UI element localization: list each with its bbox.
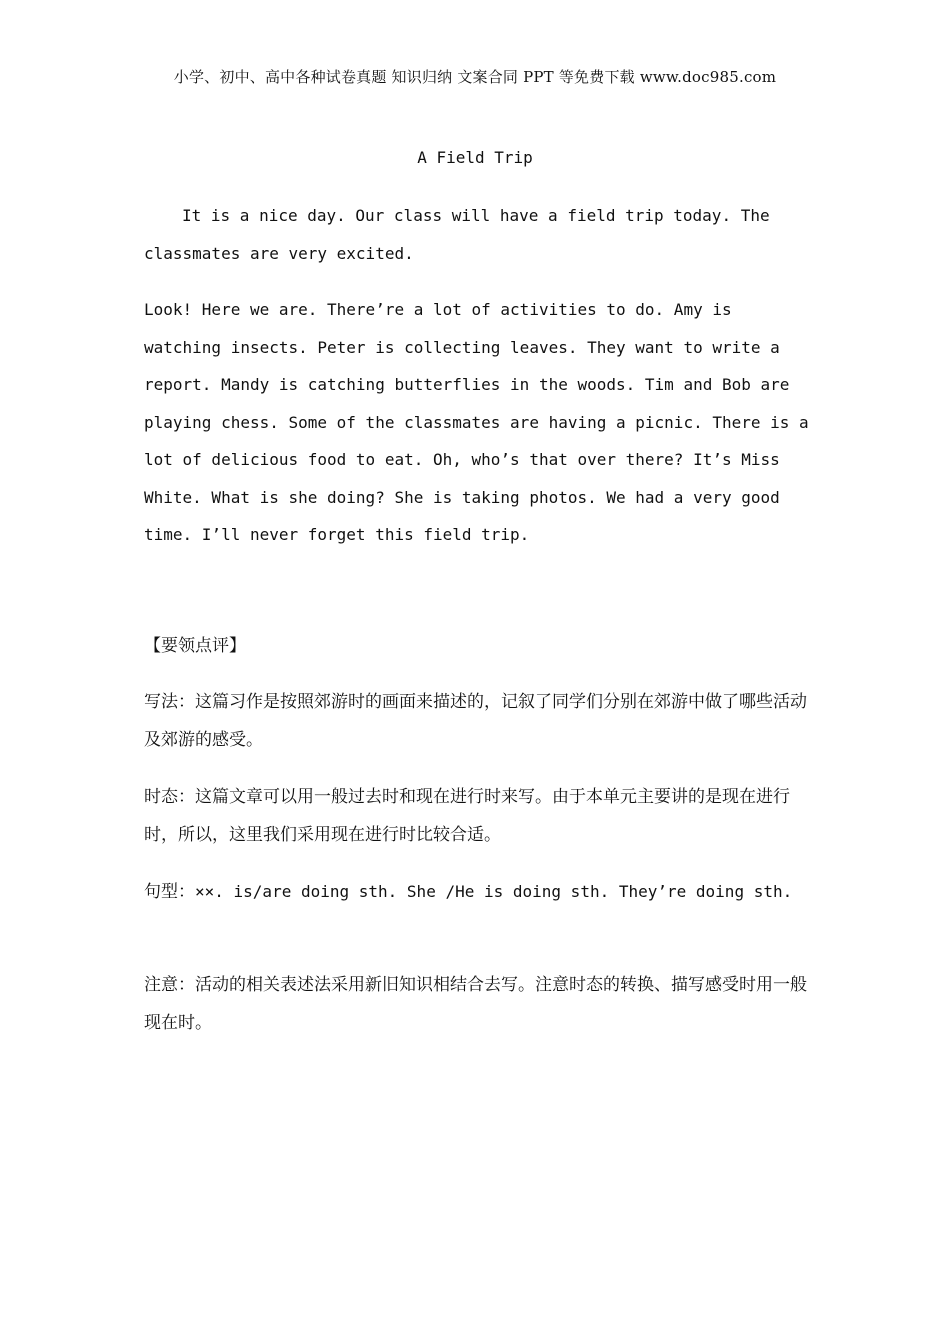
sentence-pattern-text: ××. is/are doing sth. She /He is doing sth. They’re doing sth.: [195, 882, 793, 901]
page-header: 小学、初中、高中各种试卷真题 知识归纳 文案合同 PPT 等免费下载 www.doc985.com: [173, 68, 777, 86]
essay-title: A Field Trip: [417, 148, 533, 167]
comments-heading: 【要领点评】: [144, 636, 246, 656]
comment-writing: 写法：这篇习作是按照郊游时的画面来描述的，记叙了同学们分别在郊游中做了哪些活动及郊游的感受。: [144, 692, 807, 750]
sentence-pattern-label: 句型：: [144, 882, 195, 902]
comment-tense: 时态：这篇文章可以用一般过去时和现在进行时来写。由于本单元主要讲的是现在进行时，所以，这里我们采用现在进行时比较合适。: [144, 787, 790, 845]
essay-paragraph-2: Look! Here we are. There’re a lot of activities to do. Amy is watching insects. Peter is collecting leaves. They want to write a report. Mandy is catching butterflies in the woods. Tim and Bob are playing chess. Some of the classmates are having a picnic. There is a lot of delicious food to eat. Oh, who’s that over there? It’s Miss White. What is she doing? She is taking photos. We had a very good time. I’ll never forget this field trip.: [144, 300, 809, 544]
essay-paragraph-1: It is a nice day. Our class will have a field trip today. The classmates are very excited.: [144, 206, 770, 263]
comment-sentence-pattern: [144, 873, 814, 912]
comment-attention: 注意：活动的相关表述法采用新旧知识相结合去写。注意时态的转换、描写感受时用一般现在时。: [144, 975, 807, 1033]
